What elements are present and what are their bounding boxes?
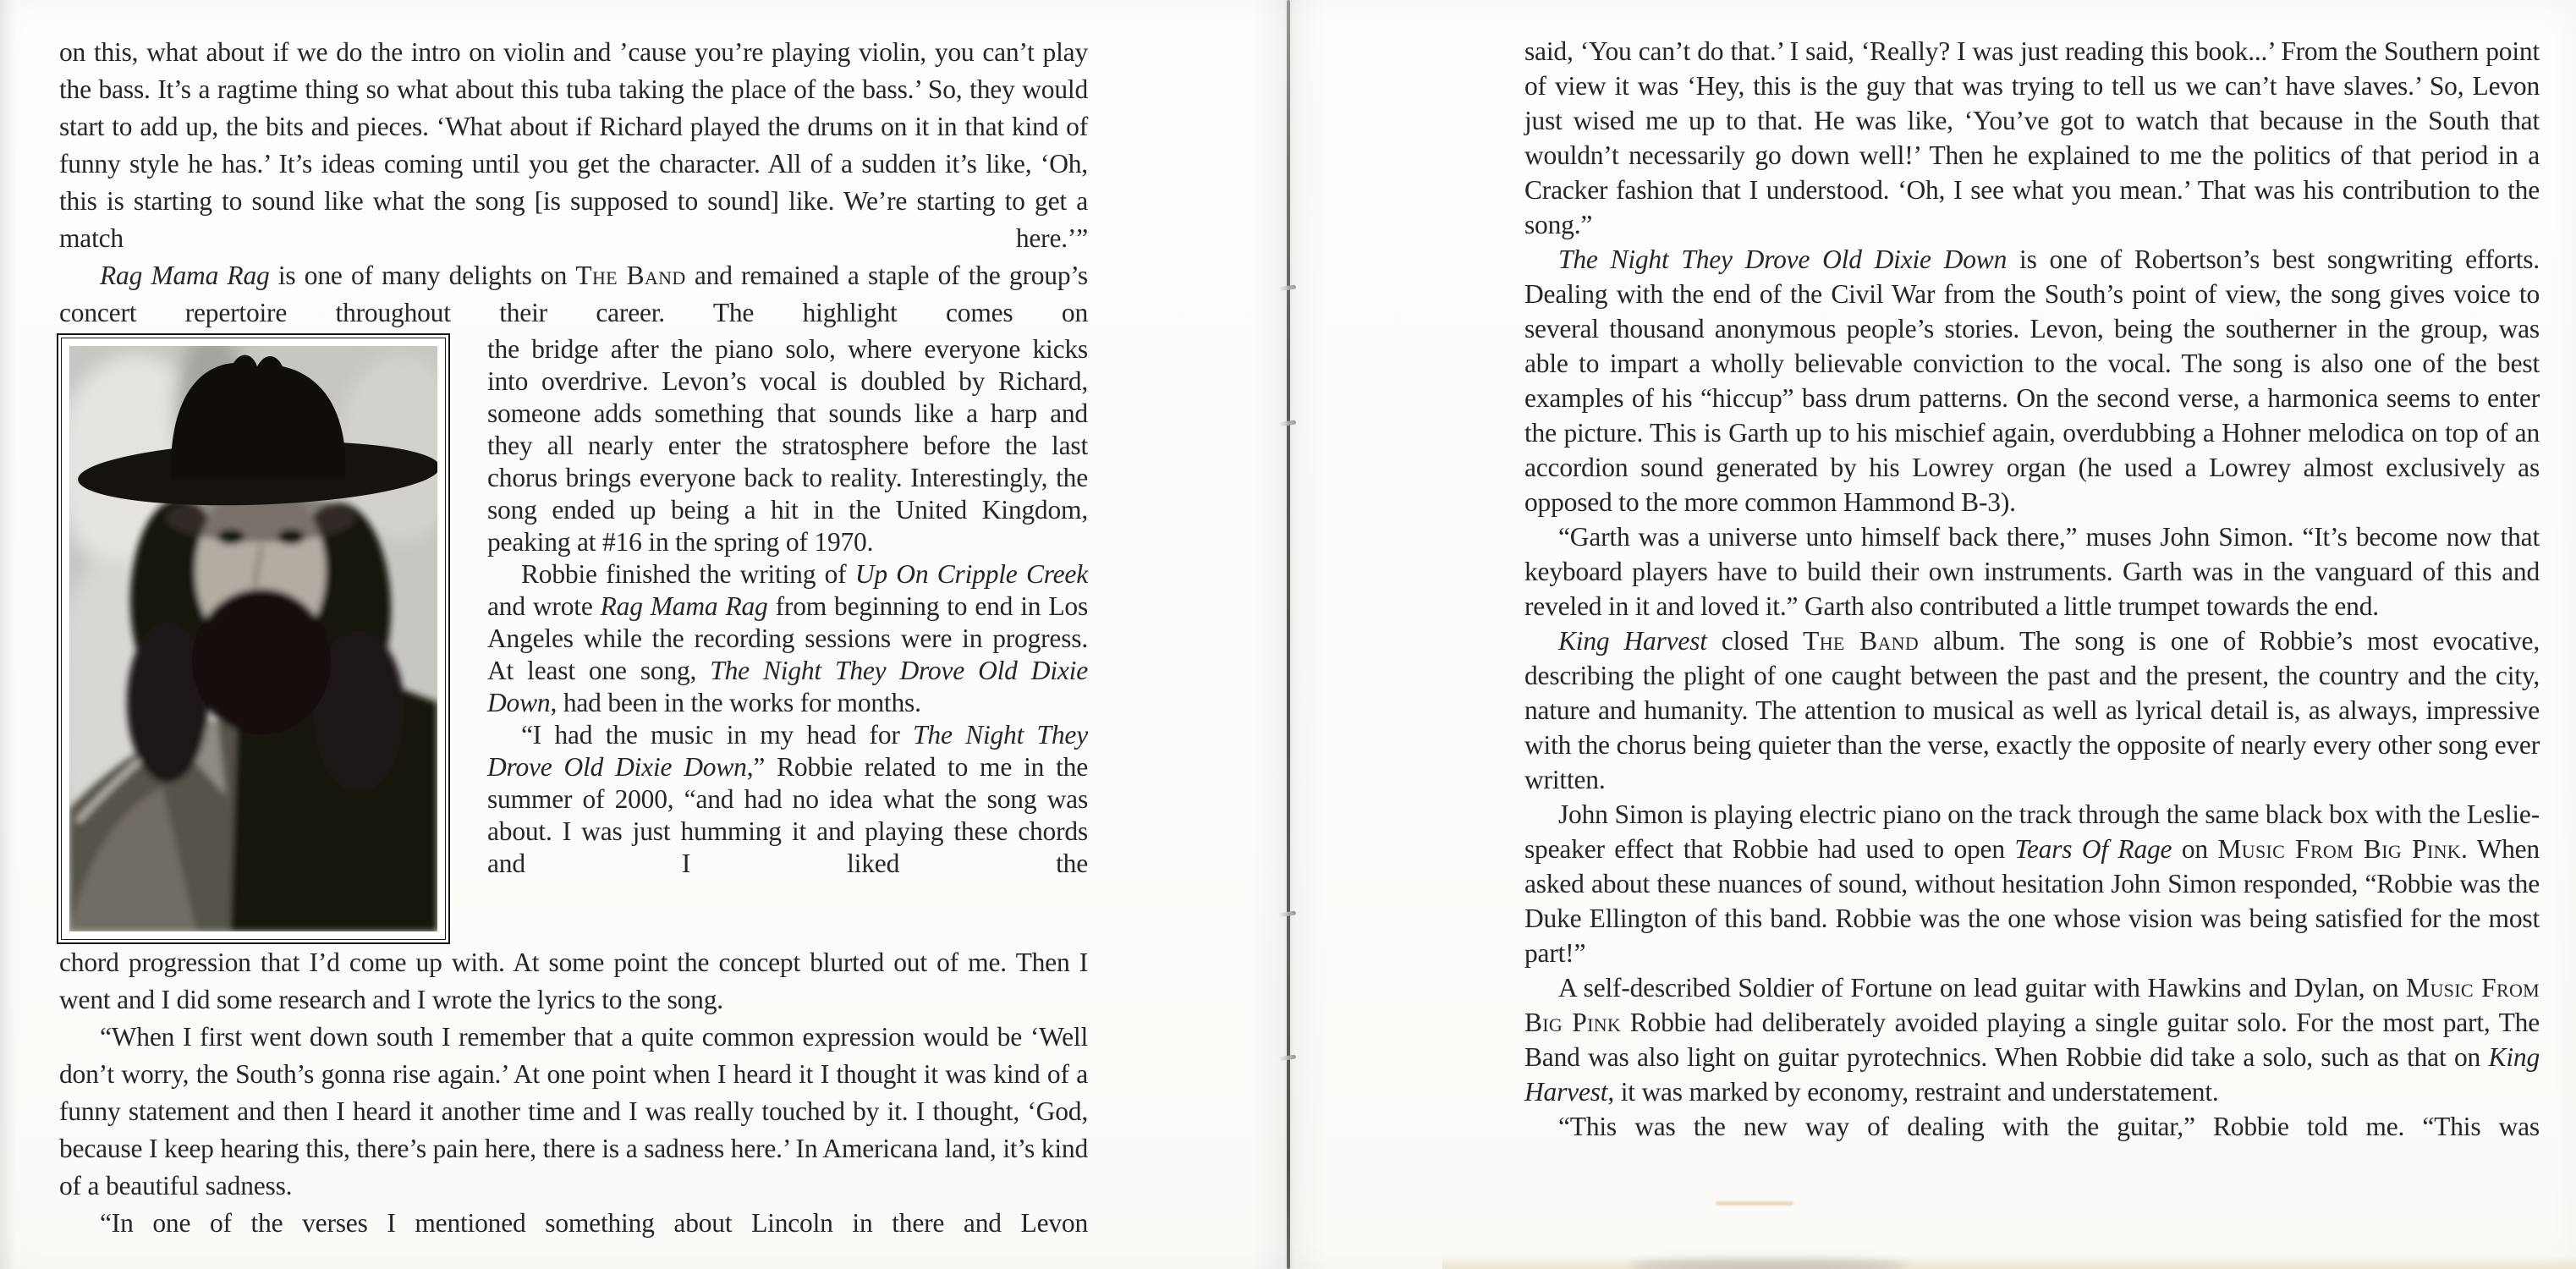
- paragraph: Robbie finished the writing of Up On Cripple Creek and wrote Rag Mama Rag from beginning to end in Los Angeles while the recording sessions were in progress. At least one song, The Night They Drove Old Dixie Down, had been in the works for months.: [487, 559, 1088, 717]
- paragraph: “This was the new way of dealing with the guitar,” Robbie told me. “This was: [1558, 1112, 2540, 1141]
- paragraph: “I had the music in my head for The Night They Drove Old Dixie Down,” Robbie related to me in the summer of 2000, “and had no idea what the song was about. I was just humming it and playing these chords and I liked the: [487, 720, 1088, 878]
- paragraph: said, ‘You can’t do that.’ I said, ‘Really? I was just reading this book...’ From the Southern point of view it was ‘Hey, this is the guy that was trying to tell us we can’t have slaves.’ So, Levon just wised me up to that. He was like, ‘You’ve got to watch that because in the South that wouldn’t necessarily go down well!’ Then he explained to me the politics of that period in a Cracker fashion that I understood. ‘Oh, I see what you mean.’ That was his contribution to the song.”: [1524, 36, 2540, 239]
- paragraph: on this, what about if we do the intro on violin and ’cause you’re playing violin, you can’t play the bass. It’s a ragtime thing so what about this tuba taking the place of the bass.’ So, they would start to add up, the bits and pieces. ‘What about if Richard played the drums on it in that kind of funny style he has.’ It’s ideas coming until you get the character. All of a sudden it’s like, ‘Oh, this is starting to sound like what the song [is supposed to sound] like. We’re starting to get a match here.’”: [59, 37, 1088, 253]
- photo-text-row: [59, 333, 1088, 944]
- paragraph: John Simon is playing electric piano on the track through the same black box with the Leslie-speaker effect that Robbie had used to open Tears Of Rage on Music From Big Pink. When asked about these nuances of sound, without hesitation John Simon responded, “Robbie was the Duke Ellington of this band. Robbie was the one whose vision was being satisfied for the most part!”: [1524, 799, 2540, 968]
- paragraph: King Harvest closed The Band album. The song is one of Robbie’s most evocative, describing the plight of one caught between the past and the present, the country and the city, nature and humanity. The attention to musical as well as lyrical detail is, as always, impressive with the chorus being quieter than the verse, exactly the opposite of nearly every other song ever written.: [1524, 626, 2540, 794]
- photo-frame: [57, 333, 450, 944]
- bottom-corner-tint: [1442, 1255, 2576, 1269]
- paragraph: A self-described Soldier of Fortune on lead guitar with Hawkins and Dylan, on Music From Big Pink Robbie had deliberately avoided playing a single guitar solo. For the most part, The Band was also light on guitar pyrotechnics. When Robbie did take a solo, such as that on King Harvest, it was marked by economy, restraint and understatement.: [1524, 973, 2540, 1107]
- right-page: [1524, 34, 2540, 1144]
- scan-smudge: [1629, 1259, 1908, 1269]
- spine-binding-line: [1287, 0, 1290, 1269]
- paragraph: chord progression that I’d come up with. At some point the concept blurted out of me. Then I went and I did some research and I wrote the lyrics to the song.: [59, 948, 1088, 1014]
- paragraph: Rag Mama Rag is one of many delights on The Band and remained a staple of the group’s concert repertoire throughout their career. The highlight comes on: [59, 261, 1088, 327]
- scan-mark: [1716, 1201, 1793, 1206]
- text-below-photo: [59, 944, 1088, 1242]
- paragraph: The Night They Drove Old Dixie Down is one of Robertson’s best songwriting efforts. Dealing with the end of the Civil War from the South’s point of view, the song gives voice to several thousand anonymous people’s stories. Levon, being the southerner in the group, was able to impart a wholly believable conviction to the vocal. The song is also one of the best examples of his “hiccup” bass drum patterns. On the second verse, a harmonica seems to enter the picture. This is Garth up to his mischief again, overdubbing a Hohner melodica on top of an accordion sound generated by his Lowrey organ (he used a Lowrey almost exclusively as opposed to the more common Hammond B-3).: [1524, 244, 2540, 517]
- paragraph: the bridge after the piano solo, where everyone kicks into overdrive. Levon’s vocal is doubled by Richard, someone adds something that sounds like a harp and they all nearly enter the stratosphere before the last chorus brings everyone back to reality. Interestingly, the song ended up being a hit in the United Kingdom, peaking at #16 in the spring of 1970.: [487, 334, 1088, 557]
- left-page: [59, 34, 1088, 1242]
- page-edge-shading: [0, 0, 15, 1269]
- photo-frame-inner: [61, 338, 446, 940]
- paragraph: “In one of the verses I mentioned something about Lincoln in there and Levon: [100, 1208, 1088, 1238]
- paragraph: “When I first went down south I remember that a quite common expression would be ‘Well don’t worry, the South’s gonna rise again.’ At one point when I heard it I thought it was kind of a funny statement and then I heard it another time and I was really touched by it. I thought, ‘God, because I keep hearing this, there’s pain here, there is a sadness here.’ In Americana land, it’s kind of a beautiful sadness.: [59, 1022, 1088, 1200]
- paragraph: “Garth was a universe unto himself back there,” muses John Simon. “It’s become now that keyboard players have to build their own instruments. Garth was in the vanguard of this and reveled in it and loved it.” Garth also contributed a little trumpet towards the end.: [1524, 522, 2540, 621]
- portrait-photo: [69, 346, 437, 931]
- text-beside-photo: [487, 333, 1088, 880]
